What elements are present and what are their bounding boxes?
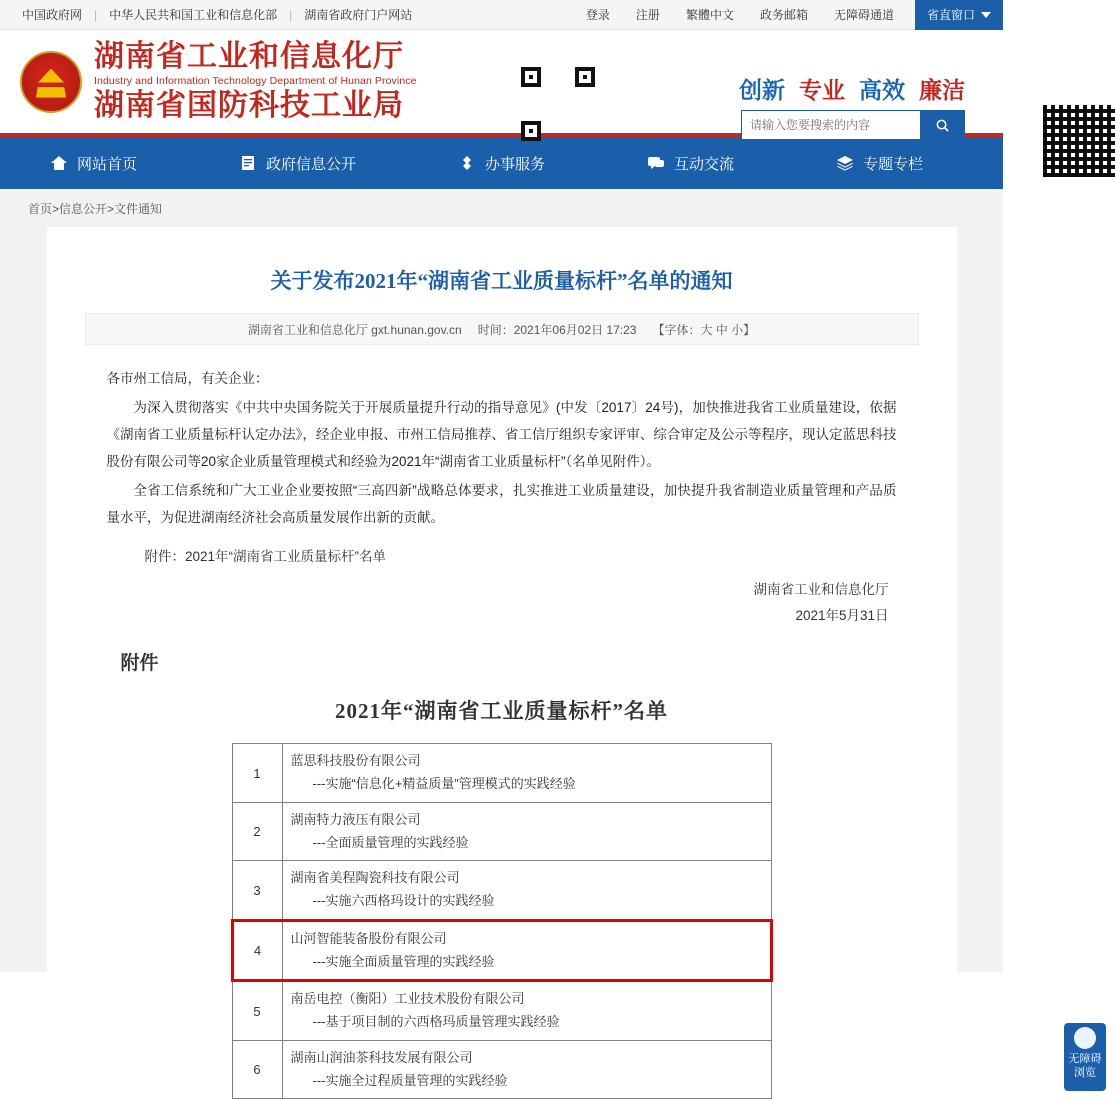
site-titles xyxy=(94,40,417,124)
company-name: 山河智能装备股份有限公司 xyxy=(290,930,447,946)
topbar-right-links xyxy=(573,0,1003,30)
topbar-link-accessibility[interactable]: 无障碍通道 xyxy=(833,8,894,22)
qr-finder-top-left xyxy=(521,67,541,87)
qr-finder-top-right xyxy=(575,67,595,87)
article-meta xyxy=(85,313,919,345)
row-number: 1 xyxy=(232,744,282,803)
slogan-word-4: 廉洁 xyxy=(919,78,965,103)
topbar-link-login[interactable]: 登录 xyxy=(585,8,610,22)
nav-label-topics: 专题专栏 xyxy=(863,155,924,173)
benchmark-list-table xyxy=(231,743,773,1099)
row-content xyxy=(282,1040,771,1099)
table-row xyxy=(232,1040,771,1099)
service-icon xyxy=(458,155,476,171)
accessibility-icon xyxy=(1074,1027,1096,1049)
main-navigation xyxy=(0,137,1003,189)
page-background xyxy=(0,227,1003,1088)
nav-label-service: 办事服务 xyxy=(485,155,546,173)
company-name: 湖南省美程陶瓷科技有限公司 xyxy=(290,870,460,886)
breadcrumb[interactable]: 首页>信息公开>文件通知 xyxy=(28,201,163,216)
company-description: ---实施全面质量管理的实践经验 xyxy=(312,953,495,969)
gov-window-dropdown[interactable] xyxy=(915,0,1003,30)
company-description: ---实施“信息化+精益质量”管理模式的实践经验 xyxy=(312,776,576,792)
article-time: 时间：2021年06月02日 17:23 xyxy=(477,322,637,337)
nav-label-interaction: 互动交流 xyxy=(674,155,735,173)
topbar-left-links xyxy=(10,6,424,23)
nav-item-home[interactable] xyxy=(50,153,177,174)
site-title-primary: 湖南省工业和信息化厅 xyxy=(94,39,404,73)
slogan-word-3: 高效 xyxy=(859,78,905,103)
topbar-link-register[interactable]: 注册 xyxy=(635,8,660,22)
article-paragraph-salutation: 各市州工信局，有关企业： xyxy=(106,371,269,386)
page-title: 关于发布2021年“湖南省工业质量标杆”名单的通知 xyxy=(270,269,733,293)
site-title-english: Industry and Information Technology Department of Hunan Province xyxy=(94,75,417,87)
article-paragraph-1: 为深入贯彻落实《中共中央国务院关于开展质量提升行动的指导意见》(中发〔2017〕24号)，加快推进我省工业质量建设，依据《湖南省工业质量标杆认定办法》，经企业申报、市州工信局推荐、省工信厅组织专家评审、综合审定及公示等程序，现认定蓝思科技股份有限公司等20家企业质量管理模式和经验为2021年“湖南省工业质量标杆”（名单见附件）。 xyxy=(106,400,897,469)
site-slogan xyxy=(739,72,965,105)
accessibility-float-label: 无障碍浏览 xyxy=(1068,1053,1102,1079)
nav-item-topics[interactable] xyxy=(836,153,963,174)
table-row-highlighted xyxy=(232,920,771,981)
nav-item-interaction[interactable] xyxy=(647,153,774,174)
table-row xyxy=(232,861,771,921)
company-description: ---全面质量管理的实践经验 xyxy=(312,834,469,850)
row-content xyxy=(282,861,771,921)
article-body xyxy=(85,345,919,531)
search-icon xyxy=(935,118,950,133)
qr-finder-bottom-left xyxy=(521,121,541,141)
qr-code-icon xyxy=(521,67,595,141)
site-header xyxy=(0,30,1003,137)
site-search[interactable] xyxy=(741,110,965,140)
site-title-secondary: 湖南省国防科技工业局 xyxy=(94,89,404,122)
row-number: 6 xyxy=(232,1040,282,1099)
nav-label-gov-info: 政府信息公开 xyxy=(266,155,357,173)
topbar-link-hunan-gov[interactable]: 湖南省政府门户网站 xyxy=(304,8,413,22)
company-name: 蓝思科技股份有限公司 xyxy=(290,753,421,769)
topbar-separator-2: | xyxy=(289,7,293,22)
utility-topbar xyxy=(0,0,1003,30)
company-name: 南岳电控（衡阳）工业技术股份有限公司 xyxy=(290,991,525,1007)
accessibility-float-button[interactable] xyxy=(1064,1023,1106,1091)
font-size-control[interactable]: 【字体：大 中 小】 xyxy=(652,322,756,337)
row-number: 4 xyxy=(232,920,282,981)
article-signature xyxy=(85,565,919,628)
national-emblem-icon xyxy=(20,51,82,113)
signature-organization: 湖南省工业和信息化厅 xyxy=(753,582,889,597)
company-name: 湖南山润油茶科技发展有限公司 xyxy=(290,1049,473,1065)
company-name: 湖南特力液压有限公司 xyxy=(290,811,421,827)
row-number: 5 xyxy=(232,981,282,1041)
article-source: 湖南省工业和信息化厅 gxt.hunan.gov.cn xyxy=(247,322,462,337)
topbar-link-miit[interactable]: 中华人民共和国工业和信息化部 xyxy=(109,8,278,22)
slogan-word-1: 创新 xyxy=(739,78,785,103)
search-button[interactable] xyxy=(920,111,964,139)
company-description: ---基于项目制的六西格玛质量管理实践经验 xyxy=(312,1014,560,1030)
breadcrumb-bar xyxy=(0,189,1003,227)
layers-icon xyxy=(836,155,854,171)
company-description: ---实施全过程质量管理的实践经验 xyxy=(312,1072,508,1088)
topbar-separator-1: | xyxy=(94,7,98,22)
search-input[interactable] xyxy=(742,111,920,139)
table-row xyxy=(232,744,771,803)
topbar-link-traditional-chinese[interactable]: 繁體中文 xyxy=(685,8,734,22)
article-paragraph-2: 全省工信系统和广大工业企业要按照“三高四新”战略总体要求，扎实推进工业质量建设，加快提升我省制造业质量管理和产品质量水平，为促进湖南经济社会高质量发展作出新的贡献。 xyxy=(106,483,897,525)
table-row xyxy=(232,981,771,1041)
slogan-word-2: 专业 xyxy=(799,78,845,103)
attachment-list-title: 2021年“湖南省工业质量标杆”名单 xyxy=(335,699,668,724)
topbar-link-china-gov[interactable]: 中国政府网 xyxy=(22,8,83,22)
home-icon xyxy=(50,155,68,171)
nav-label-home: 网站首页 xyxy=(77,155,138,173)
article-card xyxy=(47,227,957,1099)
gov-window-label: 省直窗口 xyxy=(926,8,975,22)
nav-item-service[interactable] xyxy=(458,153,585,174)
attachment-reference: 附件：2021年“湖南省工业质量标杆”名单 xyxy=(144,549,387,564)
signature-date: 2021年5月31日 xyxy=(795,607,889,623)
chat-icon xyxy=(647,155,665,171)
row-number: 3 xyxy=(232,861,282,921)
table-row xyxy=(232,802,771,861)
row-content xyxy=(282,920,771,981)
row-content xyxy=(282,802,771,861)
row-content xyxy=(282,744,771,803)
row-content xyxy=(282,981,771,1041)
topbar-link-gov-mail[interactable]: 政务邮箱 xyxy=(759,8,808,22)
attachment-heading: 附件 xyxy=(120,653,159,675)
row-number: 2 xyxy=(232,802,282,861)
document-icon xyxy=(239,155,257,171)
qr-code-pattern xyxy=(1042,104,1116,178)
chevron-down-icon xyxy=(981,12,991,18)
company-description: ---实施六西格玛设计的实践经验 xyxy=(312,893,495,909)
nav-item-gov-info[interactable] xyxy=(239,153,396,174)
